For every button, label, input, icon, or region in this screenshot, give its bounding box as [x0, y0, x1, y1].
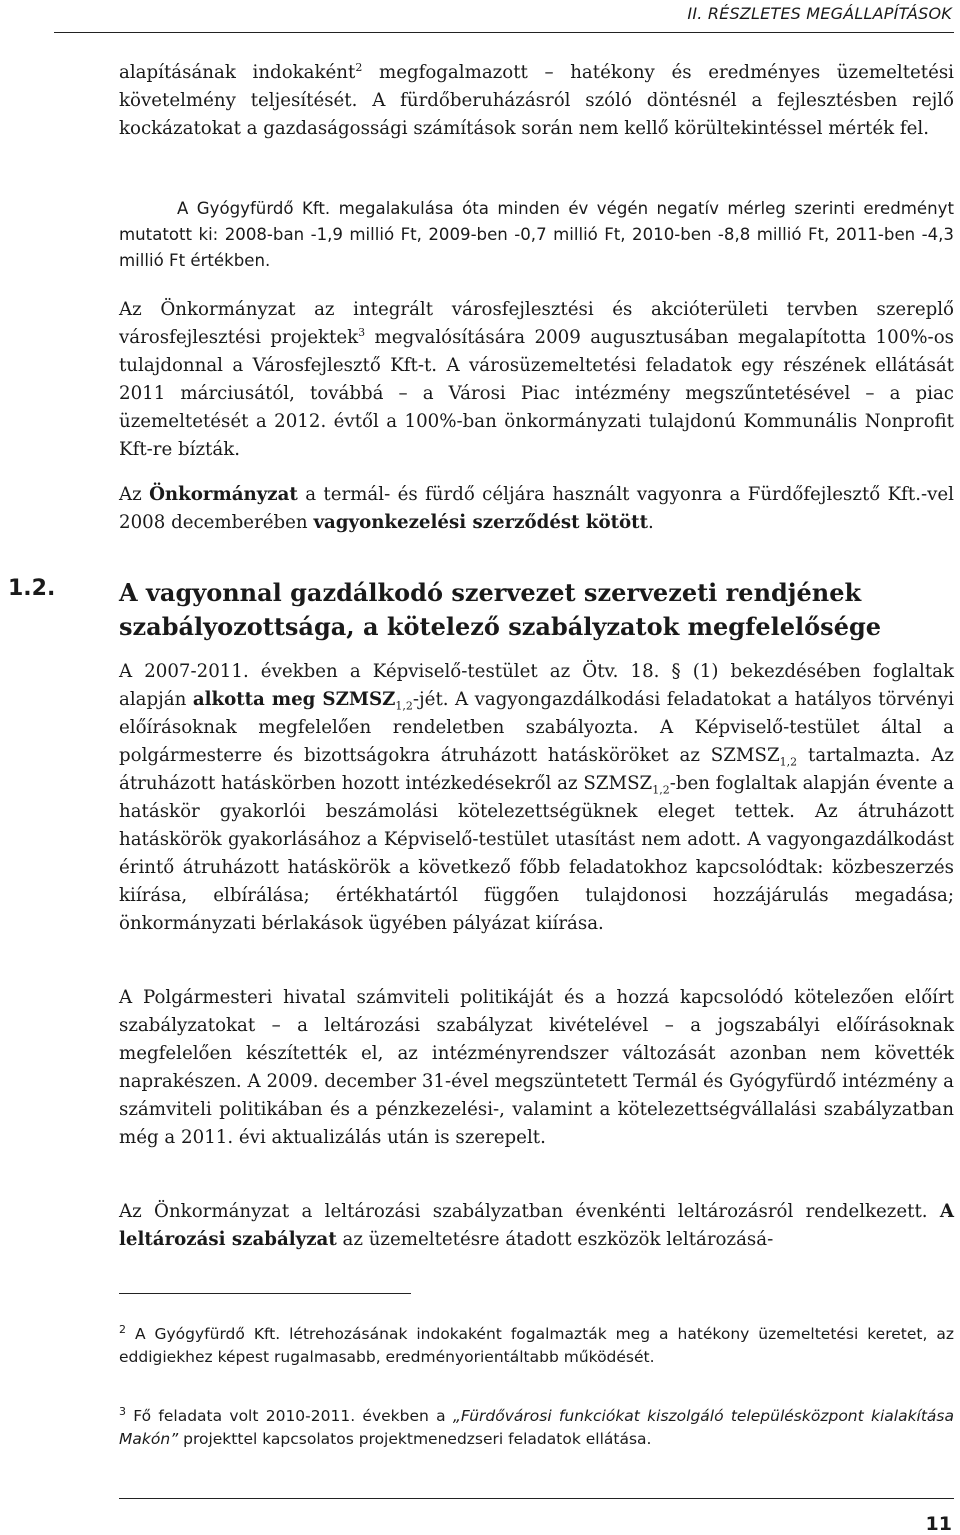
- paragraph-szmsz: [119, 658, 954, 938]
- footer-rule: [119, 1498, 954, 1499]
- page-header: [54, 0, 954, 40]
- paragraph-text: alapításának indokaként: [119, 62, 356, 83]
- paragraph-text: .: [647, 512, 654, 533]
- paragraph-city-development: [119, 296, 954, 464]
- paragraph-text: Az Önkormányzat a leltározási szabályzatban évenkénti leltározásról rendelkezett.: [119, 1201, 940, 1222]
- footnote-separator: [119, 1293, 411, 1294]
- footnote-number: 2: [119, 1322, 126, 1336]
- paragraph-foundation: [119, 59, 954, 143]
- section-title: A vagyonnal gazdálkodó szervezet szervezeti rendjének szabályozottsága, a kötelező szabályzatok megfelelősége: [119, 578, 882, 641]
- section-number: 1.2.: [8, 576, 56, 601]
- paragraph-asset-contract: [119, 481, 954, 537]
- header-rule: [54, 32, 954, 33]
- footnote-2: [119, 1323, 954, 1369]
- footnote-ref-3[interactable]: 3: [358, 325, 366, 339]
- emphasis-text: Önkormányzat: [149, 484, 298, 505]
- emphasis-text: alkotta meg SZMSZ: [192, 689, 396, 710]
- emphasis-text: A leltározási szabályzat: [119, 1201, 954, 1250]
- paragraph-balance-results: A Gyógyfürdő Kft. megalakulása óta minden év végén negatív mérleg szerinti eredményt mutatott ki: 2008-ban -1,9 millió Ft, 2009-ben -0,7 millió Ft, 2010-ben -8,8 millió Ft, 2011-ben -4,3 millió Ft értékben.: [119, 199, 954, 270]
- paragraph-accounting-policy: A Polgármesteri hivatal számviteli politikáját és a hozzá kapcsolódó kötelezően előírt szabályzatokat – a leltározási szabályzat kivételével – a jogszabályi előírásoknak megfelelően készítették el, az intézményrendszer változását azonban nem követték naprakészen. A 2009. december 31-ével megszüntetett Termál és Gyógyfürdő intézmény a számviteli politikában és a pénzkezelési-, valamint a kötelezettségvállalási szabályzatban még a 2011. évi aktualizálás után is szerepelt.: [119, 987, 954, 1148]
- chapter-title: II. RÉSZLETES MEGÁLLAPÍTÁSOK: [687, 4, 952, 23]
- subscript: 1,2: [395, 699, 413, 713]
- paragraph-text: Az: [119, 484, 150, 505]
- paragraph-text: Az Önkormányzat az integrált városfejlesztési és akcióterületi tervben szereplő városfejlesztési projektek: [119, 299, 954, 348]
- subscript: 1,2: [652, 783, 670, 797]
- page-number: 11: [925, 1513, 952, 1535]
- paragraph-text: megvalósítására 2009 augusztusában megalapította 100%-os tulajdonnal a Városfejlesztő Kft-t. A városüzemeltetési feladatok egy részének ellátását 2011 márciusától, továbbá – a Városi Piac intézmény megszűntetésével – a piac üzemeltetését a 2012. évtől a 100%-ban önkormányzati tulajdonú Kommunális Nonprofit Kft-re bízták.: [119, 327, 954, 460]
- footnote-ref-2[interactable]: 2: [355, 60, 363, 74]
- footnote-text: projekttel kapcsolatos projektmenedzseri feladatok ellátása.: [178, 1430, 652, 1448]
- footnote-number: 3: [119, 1404, 126, 1418]
- footnote-text: Fő feladata volt 2010-2011. években a: [126, 1407, 453, 1425]
- paragraph-text: A 2007-2011. években a Képviselő-testület az Ötv. 18. § (1) bekezdésében foglaltak alapján: [119, 661, 954, 710]
- footnote-3: [119, 1405, 954, 1451]
- paragraph-text: -jét. A vagyongazdálkodási feladatokat a hatályos törvényi előírásoknak megfelelően rendeletben szabályozta. A Képviselő-testület által a polgármesterre és bizottságokra átruházott hatásköröket az SZMSZ: [119, 689, 954, 766]
- paragraph-text: megfogalmazott – hatékony és eredményes üzemeltetési követelmény teljesítését. A fürdőberuházásról szóló döntésnél a fejlesztésben rejlő kockázatokat a gazdaságossági számítások során nem kellő körültekintéssel mérték fel.: [119, 62, 954, 139]
- project-title: „Fürdővárosi funkciókat kiszolgáló településközpont kialakítása Makón”: [119, 1407, 954, 1448]
- subscript: 1,2: [779, 755, 798, 769]
- paragraph-inventory: [119, 1198, 954, 1254]
- paragraph-text: tartalmazta. Az átruházott hatáskörben hozott intézkedésekről az SZMSZ: [119, 745, 955, 794]
- emphasis-text: vagyonkezelési szerződést kötött: [313, 512, 648, 533]
- paragraph-text: -ben foglaltak alapján évente a hatáskör gyakorlói beszámolási kötelezettségüknek eleget tettek. Az átruházott hatáskörök gyakorlásához a Képviselő-testület utasítást nem adott. A vagyongazdálkodást érintő átruházott hatáskörök a következő főbb feladatokhoz kapcsolódtak: közbeszerzés kiírása, elbírálása; értékhatártól függően tulajdonosi hozzájárulás megadása; önkormányzati bérlakások ügyében pályázat kiírása.: [119, 773, 954, 934]
- footnote-text: A Gyógyfürdő Kft. létrehozásának indokaként fogalmazták meg a hatékony üzemeltetési keretet, az eddigiekhez képest rugalmasabb, eredményorientáltabb működését.: [119, 1325, 954, 1366]
- paragraph-text: a termál- és fürdő céljára használt vagyonra a Fürdőfejlesztő Kft.-vel 2008 decemberében: [119, 484, 954, 533]
- paragraph-text: az üzemeltetésre átadott eszközök leltározásá-: [336, 1229, 774, 1250]
